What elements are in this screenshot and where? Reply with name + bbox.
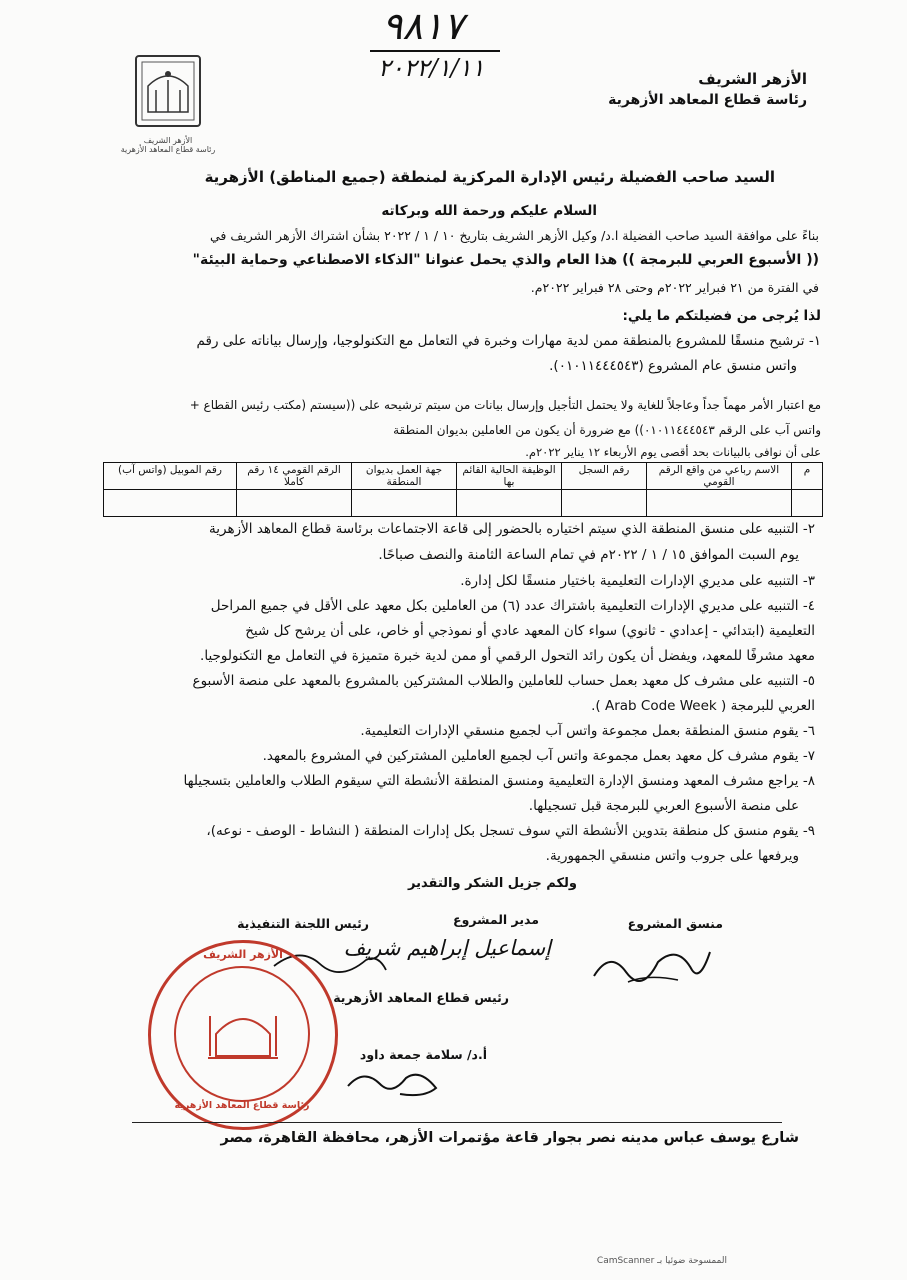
table-header-cell: م bbox=[792, 463, 823, 490]
urgent-line-1: مع اعتبار الأمر مهماً جداً وعاجلاً للغاية ولا يحتمل التأجيل وإرسال بيانات من سيتم ترشيحه على ((سيستم (مكتب رئيس القطاع + bbox=[189, 398, 821, 412]
table-header-row bbox=[104, 463, 823, 490]
manager-title: مدير المشروع bbox=[453, 912, 539, 927]
item-1-line-2: واتس منسق عام المشروع (٠١٠١١٤٤٤٥٤٣). bbox=[549, 358, 797, 374]
manager-signature: إسماعيل إبراهيم شريف bbox=[343, 936, 551, 960]
item-8-line-2: على منصة الأسبوع العربي للبرمجة قبل تسجيلها. bbox=[528, 798, 799, 814]
urgent-line-2: واتس آب على الرقم ٠١٠١١٤٤٤٥٤٣)) مع ضرورة أن يكون من العاملين بديوان المنطقة bbox=[393, 423, 821, 437]
scanner-watermark: الممسوحة ضوئيا بـ CamScanner bbox=[596, 1256, 727, 1266]
coordinator-title: منسق المشروع bbox=[627, 916, 723, 931]
table-row bbox=[104, 490, 823, 517]
item-6: ٦- يقوم منسق المنطقة بعمل مجموعة واتس آب لجميع منسقي الإدارات التعليمية. bbox=[360, 723, 815, 739]
table-header-cell: الاسم رباعي من واقع الرقم القومي bbox=[647, 463, 792, 490]
head-signature bbox=[340, 1064, 450, 1104]
coordinator-signature bbox=[588, 932, 718, 992]
org-line-1: الأزهر الشريف bbox=[698, 70, 807, 88]
item-9-line-1: ٩- يقوم منسق كل منطقة بتدوين الأنشطة التي سوف تسجل بكل إدارات المنطقة ( النشاط - الوصف - نوعه)، bbox=[206, 823, 815, 839]
mosque-icon bbox=[206, 1000, 280, 1064]
request-heading: لذا يُرجى من فضيلتكم ما يلي: bbox=[622, 308, 821, 324]
item-3: ٣- التنبيه على مديري الإدارات التعليمية باختيار منسقًا لكل إدارة. bbox=[460, 573, 815, 589]
item-9-line-2: ويرفعها على جروب واتس منسقي الجمهورية. bbox=[545, 848, 799, 864]
logo-caption-1: الأزهر الشريف bbox=[143, 136, 193, 145]
handwritten-date: ٢٠٢٢/١/١١ bbox=[378, 54, 485, 82]
nominee-table bbox=[103, 462, 823, 517]
head-title: رئيس قطاع المعاهد الأزهرية bbox=[333, 990, 509, 1005]
handwritten-number: ٩٨١٧ bbox=[382, 4, 464, 48]
stamp-inner-text: رئاسة قطاع المعاهد الأزهرية bbox=[174, 1100, 310, 1111]
stamp-outer-text: الأزهر الشريف bbox=[203, 948, 283, 961]
table-header-cell: رقم السجل bbox=[562, 463, 647, 490]
azhar-logo bbox=[120, 52, 216, 156]
addressee: السيد صاحب الفضيلة رئيس الإدارة المركزية لمنطقة (جميع المناطق) الأزهرية bbox=[204, 168, 775, 186]
item-2-line-2: يوم السبت الموافق ١٥ / ١ / ٢٠٢٢م في تمام الساعة الثامنة والنصف صباحًا. bbox=[378, 547, 799, 563]
intro-line-2: (( الأسبوع العربي للبرمجة )) هذا العام والذي يحمل عنوانا "الذكاء الاصطناعي وحماية البيئة" bbox=[192, 252, 819, 268]
item-7: ٧- يقوم مشرف كل معهد بعمل مجموعة واتس آب لجميع العاملين المشتركين في المشروع بالمعهد. bbox=[262, 748, 815, 764]
urgent-line-3: على أن نوافى بالبيانات بحد أقصى يوم الأربعاء ١٢ يناير ٢٠٢٢م. bbox=[525, 445, 821, 459]
item-4-line-1: ٤- التنبيه على مديري الإدارات التعليمية باشتراك عدد (٦) من العاملين بكل معهد على الأقل في جميع المراحل bbox=[210, 598, 815, 614]
intro-line-3: في الفترة من ٢١ فبراير ٢٠٢٢م وحتى ٢٨ فبراير ٢٠٢٢م. bbox=[530, 280, 819, 295]
head-name: أ.د/ سلامة جمعة داود bbox=[359, 1047, 487, 1062]
item-5-line-2: العربي للبرمجة ( Arab Code Week ). bbox=[591, 698, 815, 714]
intro-line-1: بناءً على موافقة السيد صاحب الفضيلة ا.د/ وكيل الأزهر الشريف بتاريخ ١٠ / ١ / ٢٠٢٢ بشأن اشتراك الأزهر الشريف في bbox=[209, 228, 819, 243]
item-8-line-1: ٨- يراجع مشرف المعهد ومنسق الإدارة التعليمية ومنسق المنطقة الأنشطة التي سيقوم الطلاب والعاملين بتسجيلها bbox=[183, 773, 815, 789]
item-4-line-3: معهد مشرفًا للمعهد، ويفضل أن يكون رائد التحول الرقمي أو ممن لدية خبرة متميزة في التعامل مع التكنولوجيا. bbox=[200, 648, 815, 664]
item-1-line-1: ١- ترشيح منسقًا للمشروع بالمنطقة ممن لدية مهارات وخبرة في التعامل مع التكنولوجيا، وإرسال بياناته على رقم bbox=[196, 333, 821, 349]
logo-caption-2: رئاسة قطاع المعاهد الأزهرية bbox=[120, 145, 216, 154]
closing-line: ولكم جزيل الشكر والتقدير bbox=[407, 876, 577, 891]
item-5-line-1: ٥- التنبيه على مشرف كل معهد بعمل حساب للعاملين والطلاب المشتركين بالمشروع بالمعهد على منصة الأسبوع bbox=[192, 673, 815, 689]
committee-title: رئيس اللجنة التنفيذية bbox=[237, 916, 369, 931]
footer-address: شارع يوسف عباس مدينه نصر بجوار قاعة مؤتمرات الأزهر، محافظة القاهرة، مصر bbox=[220, 1130, 799, 1146]
item-2-line-1: ٢- التنبيه على منسق المنطقة الذي سيتم اختياره بالحضور إلى قاعة الاجتماعات برئاسة قطاع المعاهد الأزهرية bbox=[209, 521, 815, 537]
handwritten-underline bbox=[370, 50, 500, 52]
org-line-2: رئاسة قطاع المعاهد الأزهرية bbox=[608, 92, 807, 108]
official-stamp bbox=[148, 940, 338, 1130]
table-header-cell: الوظيفة الحالية القائم بها bbox=[457, 463, 562, 490]
azhar-emblem-icon bbox=[120, 52, 216, 132]
table-header-cell: رقم الموبيل (واتس آب) bbox=[104, 463, 237, 490]
greeting: السلام عليكم ورحمة الله وبركاته bbox=[381, 203, 597, 219]
footer-rule bbox=[132, 1122, 782, 1123]
table-header-cell: الرقم القومي ١٤ رقم كاملا bbox=[237, 463, 352, 490]
item-4-line-2: التعليمية (ابتدائي - إعدادي - ثانوي) سواء كان المعهد عادي أو نموذجي أو خاص، على أن يرشح كل شيخ bbox=[245, 623, 815, 639]
table-header-cell: جهة العمل بديوان المنطقة bbox=[352, 463, 457, 490]
